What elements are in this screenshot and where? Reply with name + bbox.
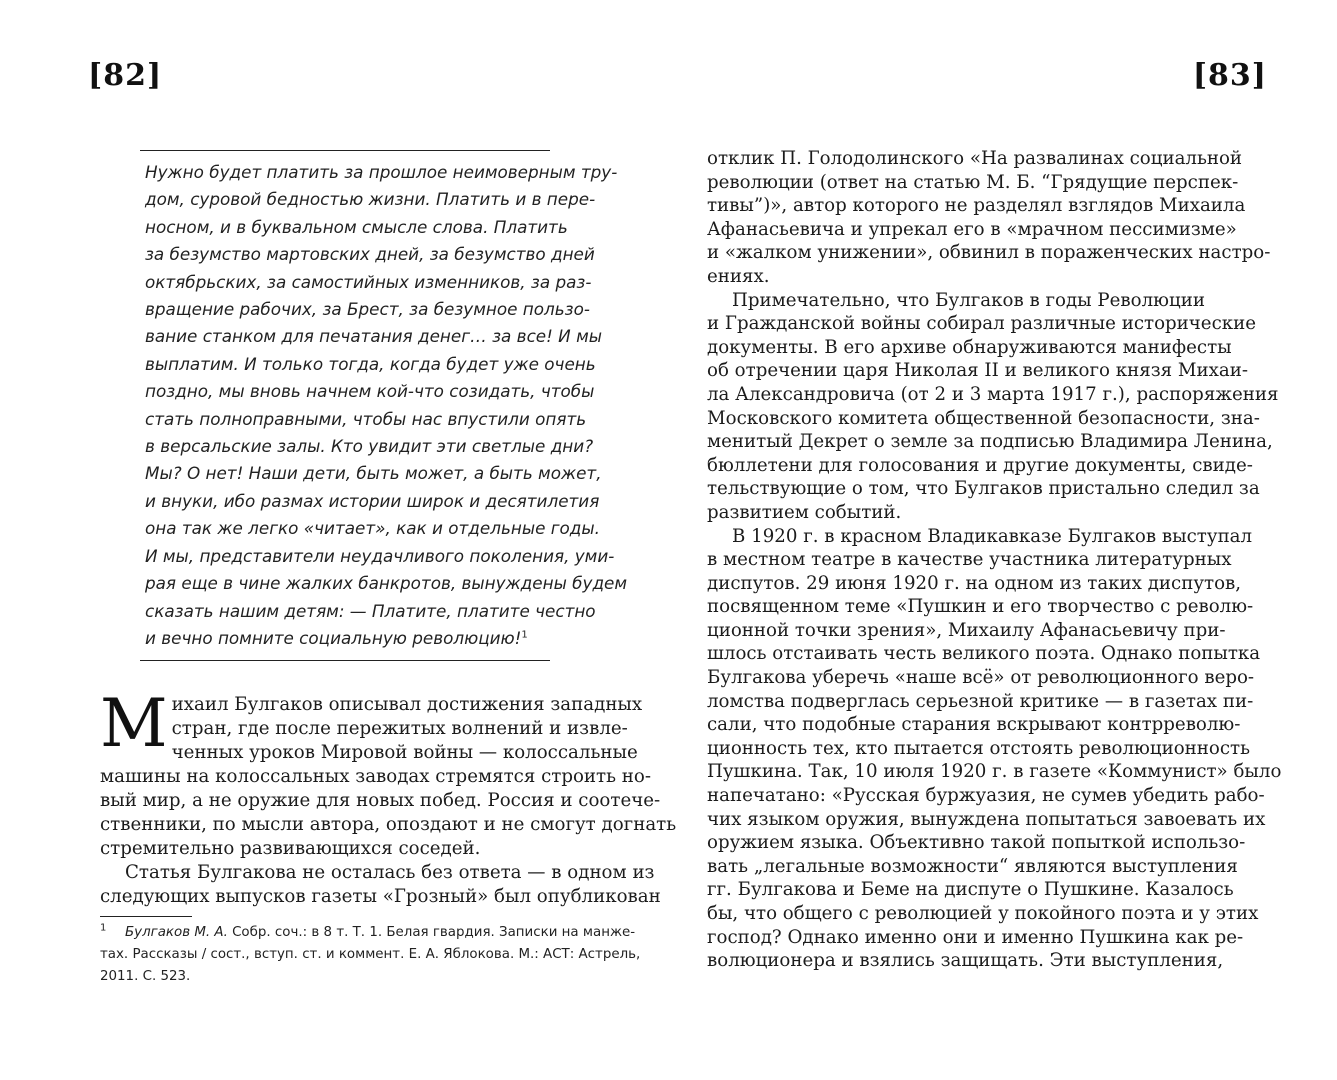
paragraph-line: ениях. [707, 265, 770, 287]
quote-line: выплатим. И только тогда, когда будет уже очень [145, 353, 596, 374]
paragraph-line: гг. Булгакова и Беме на диспуте о Пушкине. Казалось [707, 879, 1234, 901]
paragraph-line: В 1920 г. в красном Владикавказе Булгаков выступал [732, 525, 1253, 547]
paragraph-line: сали, что подобные старания вскрывают контрреволю- [707, 714, 1241, 736]
paragraph-line: чих языком оружия, вынуждена попытаться завоевать их [707, 808, 1266, 830]
paragraph-line: в местном театре в качестве участника литературных [707, 549, 1232, 571]
paragraph-line: об отречении царя Николая II и великого князя Михаи- [707, 360, 1248, 382]
quote-line: октябрьских, за самостийных изменников, за раз- [145, 271, 592, 292]
paragraph-line: Статья Булгакова не осталась без ответа — в одном из [125, 862, 655, 883]
right-paragraph-2 [707, 289, 1279, 525]
quote-line: вание станком для печатания денег… за все! И мы [145, 326, 602, 347]
paragraph-line: Пушкина. Так, 10 июля 1920 г. в газете «Коммунист» было [707, 761, 1282, 783]
quote-line: вращение рабочих, за Брест, за безумное пользо- [145, 299, 590, 320]
page-number-left: [82] [88, 58, 163, 93]
footnote-author: Булгаков М. А. [125, 925, 228, 940]
footnote-line-2: тах. Рассказы / сост., вступ. ст. и коммент. Е. А. Яблокова. М.: АСТ: Астрель, [100, 947, 641, 962]
quote-line: рая еще в чине жалких банкротов, вынуждены будем [145, 573, 628, 594]
left-paragraph-2 [100, 861, 661, 909]
right-page-body [707, 147, 1282, 973]
quote-line: дом, суровой бедностью жизни. Платить и в пере- [145, 189, 596, 210]
paragraph-line: стран, где после пережитых волнений и извле- [171, 718, 628, 739]
paragraph-line: революции (ответ на статью М. Б. “Грядущие перспек- [707, 171, 1239, 193]
paragraph-line: менитый Декрет о земле за подписью Владимира Ленина, [707, 431, 1273, 453]
quote-line: за безумство мартовских дней, за безумство дней [145, 244, 595, 265]
left-paragraph-1 [100, 685, 677, 861]
paragraph-line: следующих выпусков газеты «Грозный» был опубликован [100, 886, 661, 907]
paragraph-line: ихаил Булгаков описывал достижения западных [171, 694, 643, 715]
quote-line: и вечно помните социальную революцию!$^1$ [145, 627, 528, 648]
quote-line: стать полноправными, чтобы нас впустили опять [145, 408, 587, 429]
paragraph-line: документы. В его архиве обнаруживаются манифесты [707, 336, 1232, 358]
footnote-line-3: 2011. С. 523. [100, 969, 191, 984]
paragraph-line: и Гражданской войны собирал различные исторические [707, 313, 1257, 335]
paragraph-line: бюллетени для голосования и другие документы, свиде- [707, 454, 1253, 476]
paragraph-line: диспутов. 29 июня 1920 г. на одном из таких диспутов, [707, 572, 1242, 594]
paragraph-line: тельствующие о том, что Булгаков пристально следил за [707, 478, 1260, 500]
paragraph-line: бы, что общего с революцией у покойного поэта и у этих [707, 903, 1259, 924]
quote-line: в версальские залы. Кто увидит эти светлые дни? [145, 436, 594, 457]
paragraph-line: Булгакова уберечь «наше всё» от революционного веро- [707, 667, 1255, 689]
quote-line: носном, и в буквальном смысле слова. Платить [145, 216, 568, 237]
footnote [100, 922, 641, 988]
left-page-body [100, 685, 677, 909]
epigraph-quote [140, 150, 628, 661]
footnote-line-1: Собр. соч.: в 8 т. Т. 1. Белая гвардия. Записки на манже- [227, 925, 636, 940]
paragraph-line: ломства подверглась серьезной критике — в газетах пи- [707, 690, 1254, 712]
paragraph-line: машины на колоссальных заводах стремятся строить но- [100, 766, 652, 787]
paragraph-line: ственники, по мысли автора, опоздают и не смогут догнать [100, 814, 677, 835]
paragraph-line: волюционера и взялись защищать. Эти выступления, [707, 950, 1224, 972]
quote-line: она так же легко «читает», как и отдельные годы. [145, 518, 600, 539]
footnote-reference: 1 [521, 629, 528, 641]
paragraph-line: вый мир, а не оружие для новых побед. Россия и соотече- [100, 790, 661, 811]
paragraph-line: вать „легальные возможности“ являются выступления [707, 855, 1238, 877]
paragraph-line: и «жалком унижении», обвинил в пораженческих настро- [707, 242, 1271, 264]
paragraph-line: стремительно развивающихся соседей. [100, 838, 481, 859]
paragraph-line: Примечательно, что Булгаков в годы Революции [732, 289, 1205, 311]
paragraph-line: Афанасьевича и упрекал его в «мрачном пессимизме» [707, 218, 1237, 240]
paragraph-line: ченных уроков Мировой войны — колоссальные [171, 742, 638, 763]
paragraph-line: напечатано: «Русская буржуазия, не сумев убедить рабо- [707, 785, 1265, 807]
paragraph-line: ционность тех, кто пытается отстоять революционность [707, 737, 1250, 759]
quote-line: Нужно будет платить за прошлое неимоверным тру- [145, 162, 618, 182]
quote-line: поздно, мы вновь начнем кой-что созидать, чтобы [145, 381, 595, 402]
quote-text [140, 151, 628, 660]
paragraph-line: посвященном теме «Пушкин и его творчество с револю- [707, 596, 1254, 618]
drop-cap: М [100, 685, 168, 762]
right-paragraph-1 [707, 147, 1273, 289]
paragraph-line: шлось отстаивать честь великого поэта. Однако попытка [707, 643, 1261, 665]
paragraph-line: ционной точки зрения», Михаилу Афанасьевичу при- [707, 619, 1226, 641]
paragraph-line: тивы”)», автор которого не разделял взглядов Михаила [707, 195, 1246, 217]
quote-line: и внуки, ибо размах истории широк и десятилетия [145, 490, 600, 511]
footnote-rule [100, 916, 192, 917]
paragraph-line: Московского комитета общественной безопасности, зна- [707, 407, 1260, 429]
quote-line: И мы, представители неудачливого поколения, уми- [145, 545, 615, 566]
paragraph-line: господ? Однако именно они и именно Пушкина как ре- [707, 926, 1244, 948]
quote-line: Мы? О нет! Наши дети, быть может, а быть может, [145, 463, 602, 484]
quote-line: сказать нашим детям: — Платите, платите честно [145, 600, 596, 621]
paragraph-line: оружием языка. Объективно такой попыткой использо- [707, 832, 1246, 854]
paragraph-line: развитием событий. [707, 501, 902, 523]
page-number-right: [83] [1192, 58, 1267, 93]
footnote-number: 1 [100, 922, 107, 934]
paragraph-line: ла Александровича (от 2 и 3 марта 1917 г.), распоряжения [707, 383, 1279, 405]
right-paragraph-3 [707, 525, 1282, 973]
quote-bottom-rule [140, 660, 550, 661]
paragraph-line: отклик П. Голодолинского «На развалинах социальной [707, 148, 1243, 169]
